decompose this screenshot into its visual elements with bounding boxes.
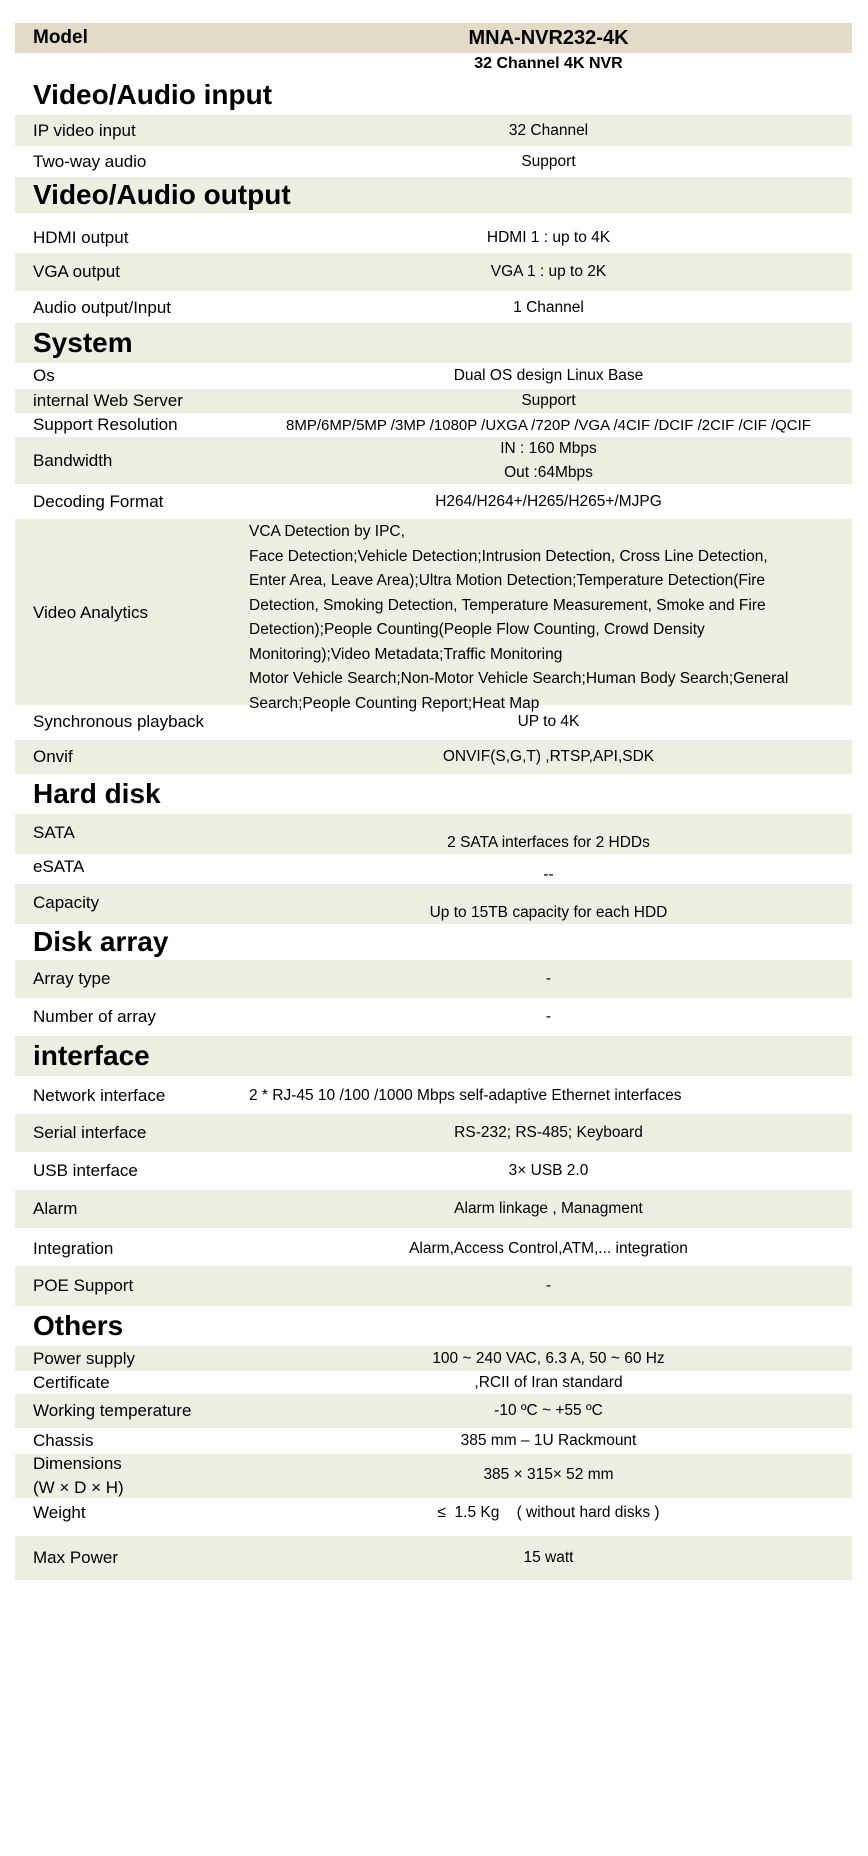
row-label: Onvif bbox=[33, 747, 73, 766]
section-interface bbox=[15, 1036, 852, 1076]
row-label: Serial interface bbox=[33, 1123, 147, 1142]
analytics-line: Enter Area, Leave Area);Ultra Motion Detection;Temperature Detection(Fire bbox=[249, 572, 766, 589]
row-label: Alarm bbox=[33, 1199, 78, 1218]
model-subtitle-row bbox=[15, 53, 852, 75]
row-resolution bbox=[15, 413, 852, 437]
row-value: 1 Channel bbox=[513, 299, 584, 316]
row-temperature bbox=[15, 1394, 852, 1428]
row-value: 3× USB 2.0 bbox=[508, 1162, 589, 1179]
analytics-line: VCA Detection by IPC, bbox=[249, 523, 405, 540]
model-value: MNA-NVR232-4K bbox=[468, 27, 629, 49]
section-system bbox=[15, 323, 852, 363]
row-sync-playback bbox=[15, 705, 852, 740]
row-label: Two-way audio bbox=[33, 152, 147, 171]
row-value: 2 SATA interfaces for 2 HDDs bbox=[447, 834, 650, 851]
row-value: Up to 15TB capacity for each HDD bbox=[429, 904, 668, 921]
bandwidth-values bbox=[245, 437, 852, 485]
row-network bbox=[15, 1076, 852, 1114]
row-label: Network interface bbox=[33, 1086, 166, 1105]
row-dimensions bbox=[15, 1454, 852, 1498]
row-value: Support bbox=[521, 392, 576, 409]
row-os bbox=[15, 363, 852, 389]
row-value: ONVIF(S,G,T) ,RTSP,API,SDK bbox=[442, 748, 655, 765]
model-header-row bbox=[15, 23, 852, 53]
section-title: Disk array bbox=[33, 926, 169, 957]
section-title: Video/Audio output bbox=[33, 179, 291, 210]
row-label: VGA output bbox=[33, 262, 120, 281]
section-others bbox=[15, 1306, 852, 1346]
row-label: Certificate bbox=[33, 1373, 110, 1392]
row-label: Max Power bbox=[33, 1548, 119, 1567]
row-two-way-audio bbox=[15, 146, 852, 177]
row-power bbox=[15, 1346, 852, 1371]
row-value: HDMI 1 : up to 4K bbox=[486, 229, 611, 246]
model-subtitle: 32 Channel 4K NVR bbox=[474, 55, 623, 72]
row-value: H264/H264+/H265/H265+/MJPG bbox=[435, 493, 662, 510]
row-value: Dual OS design Linux Base bbox=[453, 367, 644, 384]
section-disk-array bbox=[15, 924, 852, 960]
row-audio-output bbox=[15, 291, 852, 323]
row-value: Alarm,Access Control,ATM,... integration bbox=[409, 1240, 688, 1257]
row-value: 8MP/6MP/5MP /3MP /1080P /UXGA /720P /VGA /4CIF /DCIF /2CIF /CIF /QCIF bbox=[286, 417, 811, 434]
row-bandwidth bbox=[15, 437, 852, 484]
section-video-audio-input bbox=[15, 75, 852, 115]
row-label: Working temperature bbox=[33, 1401, 192, 1420]
analytics-line: Detection);People Counting(People Flow Counting, Crowd Density bbox=[249, 621, 705, 638]
row-label: Synchronous playback bbox=[33, 712, 205, 731]
row-array-number bbox=[15, 998, 852, 1036]
section-video-audio-output bbox=[15, 177, 852, 213]
dimensions-label: Dimensions bbox=[33, 1454, 122, 1473]
row-value: VGA 1 : up to 2K bbox=[490, 263, 607, 280]
row-web-server bbox=[15, 389, 852, 413]
row-array-type bbox=[15, 960, 852, 998]
row-label: Power supply bbox=[33, 1349, 136, 1368]
row-esata bbox=[15, 854, 852, 884]
row-label bbox=[33, 1452, 124, 1500]
row-sata bbox=[15, 814, 852, 854]
analytics-line: Motor Vehicle Search;Non-Motor Vehicle Search;Human Body Search;General bbox=[249, 670, 789, 687]
row-weight bbox=[15, 1498, 852, 1536]
analytics-text bbox=[249, 520, 834, 716]
row-label: Video Analytics bbox=[33, 603, 148, 622]
row-integration bbox=[15, 1228, 852, 1266]
row-label: Chassis bbox=[33, 1431, 94, 1450]
row-vga-output bbox=[15, 253, 852, 291]
row-label: POE Support bbox=[33, 1276, 134, 1295]
row-value: 385 × 315× 52 mm bbox=[483, 1466, 614, 1483]
row-label: Decoding Format bbox=[33, 492, 164, 511]
row-label: SATA bbox=[33, 823, 75, 842]
row-value: 15 watt bbox=[523, 1549, 574, 1566]
row-decoding bbox=[15, 484, 852, 519]
row-label: Os bbox=[33, 366, 55, 385]
row-serial bbox=[15, 1114, 852, 1152]
row-value: 2 * RJ-45 10 /100 /1000 Mbps self-adaptive Ethernet interfaces bbox=[249, 1087, 682, 1104]
row-label: Audio output/Input bbox=[33, 298, 172, 317]
row-certificate bbox=[15, 1371, 852, 1394]
dimensions-unit-label: (W × D × H) bbox=[33, 1478, 124, 1497]
row-label: Support Resolution bbox=[33, 415, 178, 434]
row-label: Number of array bbox=[33, 1007, 156, 1026]
analytics-line: Search;People Counting Report;Heat Map bbox=[249, 694, 540, 712]
analytics-line: Detection, Smoking Detection, Temperature Measurement, Smoke and Fire bbox=[249, 596, 766, 614]
row-value: -- bbox=[543, 866, 554, 883]
row-onvif bbox=[15, 740, 852, 774]
section-title: Video/Audio input bbox=[33, 79, 273, 110]
row-value: - bbox=[545, 1008, 552, 1025]
row-value: 385 mm – 1U Rackmount bbox=[460, 1432, 637, 1449]
row-label: USB interface bbox=[33, 1161, 138, 1180]
row-value: - bbox=[545, 970, 552, 987]
row-label: Bandwidth bbox=[33, 451, 113, 470]
bandwidth-in: IN : 160 Mbps bbox=[500, 440, 597, 457]
row-value: 32 Channel bbox=[508, 122, 589, 139]
row-label: Weight bbox=[33, 1503, 86, 1522]
row-label: eSATA bbox=[33, 857, 85, 876]
row-label: Integration bbox=[33, 1239, 114, 1258]
analytics-line: Monitoring);Video Metadata;Traffic Monitoring bbox=[249, 645, 563, 663]
row-value: ,RCII of Iran standard bbox=[474, 1374, 623, 1391]
row-poe bbox=[15, 1266, 852, 1306]
row-label: Capacity bbox=[33, 893, 100, 912]
row-value: UP to 4K bbox=[517, 713, 580, 730]
row-value: ≤ 1.5 Kg ( without hard disks ) bbox=[437, 1504, 660, 1521]
row-value: -10 ºC ~ +55 ºC bbox=[494, 1402, 603, 1419]
row-hdmi-output bbox=[15, 213, 852, 253]
section-hard-disk bbox=[15, 774, 852, 814]
section-title: Hard disk bbox=[33, 778, 161, 809]
section-title: interface bbox=[33, 1040, 150, 1071]
row-value: - bbox=[545, 1277, 552, 1294]
row-alarm bbox=[15, 1190, 852, 1228]
row-chassis bbox=[15, 1428, 852, 1454]
row-max-power bbox=[15, 1536, 852, 1580]
row-value: Support bbox=[521, 153, 576, 170]
section-title: Others bbox=[33, 1310, 124, 1341]
row-ip-video-input bbox=[15, 115, 852, 146]
bandwidth-out: Out :64Mbps bbox=[504, 464, 593, 481]
row-value: Alarm linkage , Managment bbox=[454, 1200, 643, 1217]
row-label: internal Web Server bbox=[33, 391, 183, 410]
analytics-line: Face Detection;Vehicle Detection;Intrusion Detection, Cross Line Detection, bbox=[249, 547, 768, 565]
row-value: RS-232; RS-485; Keyboard bbox=[454, 1124, 643, 1141]
row-label: Array type bbox=[33, 969, 111, 988]
row-usb bbox=[15, 1152, 852, 1190]
row-label: HDMI output bbox=[33, 228, 129, 247]
row-value: 100 ~ 240 VAC, 6.3 A, 50 ~ 60 Hz bbox=[432, 1350, 665, 1367]
section-title: System bbox=[33, 327, 133, 358]
row-video-analytics bbox=[15, 519, 852, 712]
row-capacity bbox=[15, 884, 852, 924]
row-label: IP video input bbox=[33, 121, 136, 140]
model-label: Model bbox=[33, 27, 88, 48]
